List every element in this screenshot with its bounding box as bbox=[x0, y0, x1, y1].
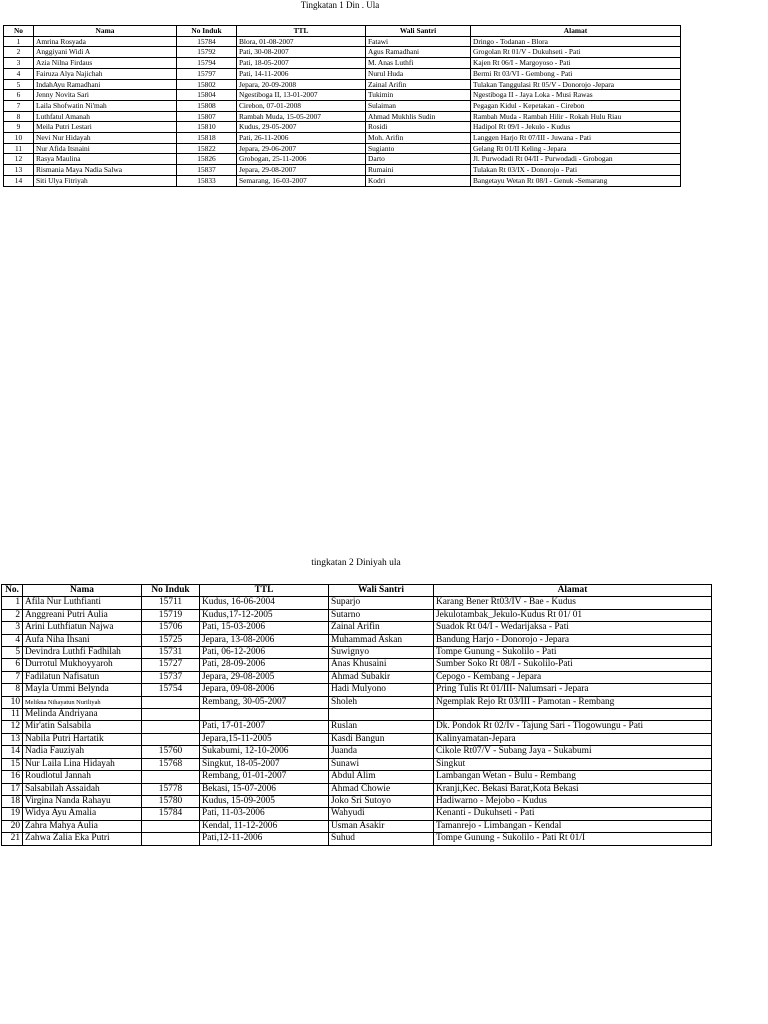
cell-no: 6 bbox=[2, 659, 23, 671]
cell-ttl: Pati, 26-11-2006 bbox=[237, 133, 366, 144]
table-row bbox=[4, 68, 681, 79]
cell-wali-santri: Agus Ramadhani bbox=[366, 47, 471, 58]
cell-wali-santri: Zainal Arifin bbox=[329, 622, 434, 634]
cell-wali-santri: M. Anas Luthfi bbox=[366, 58, 471, 69]
table-row bbox=[2, 659, 712, 671]
table-row bbox=[4, 47, 681, 58]
cell-no-induk bbox=[142, 820, 200, 832]
cell-no-induk: 15768 bbox=[142, 758, 200, 770]
table-row bbox=[4, 175, 681, 186]
cell-no-induk: 15706 bbox=[142, 622, 200, 634]
cell-alamat: Langgen Harjo Rt 07/III - Juwana - Pati bbox=[471, 133, 681, 144]
cell-wali-santri: Ahmad Subakir bbox=[329, 671, 434, 683]
cell-no: 16 bbox=[2, 771, 23, 783]
cell-nama: Jenny Novita Sari bbox=[34, 90, 177, 101]
cell-nama: Meila Putri Lestari bbox=[34, 122, 177, 133]
cell-no: 7 bbox=[2, 671, 23, 683]
cell-no: 5 bbox=[4, 79, 34, 90]
cell-ttl: Semarang, 16-03-2007 bbox=[237, 175, 366, 186]
cell-no-induk: 15804 bbox=[177, 90, 237, 101]
cell-nama: Durrotul Mukhoyyaroh bbox=[23, 659, 142, 671]
cell-no: 10 bbox=[4, 133, 34, 144]
cell-ttl: Pati, 15-03-2006 bbox=[200, 622, 329, 634]
cell-nama: Amrina Rosyada bbox=[34, 36, 177, 47]
cell-no: 3 bbox=[4, 58, 34, 69]
header-ttl: TTL bbox=[200, 585, 329, 597]
cell-nama: Nevi Nur Hidayah bbox=[34, 133, 177, 144]
cell-ttl: Jepara, 20-09-2008 bbox=[237, 79, 366, 90]
cell-no-induk: 15818 bbox=[177, 133, 237, 144]
cell-no-induk: 15780 bbox=[142, 795, 200, 807]
cell-wali-santri: Kodri bbox=[366, 175, 471, 186]
cell-wali-santri: Rosidi bbox=[366, 122, 471, 133]
cell-alamat: Bandung Harjo - Donorojo - Jepara bbox=[434, 634, 712, 646]
cell-no: 14 bbox=[2, 746, 23, 758]
cell-wali-santri: Juanda bbox=[329, 746, 434, 758]
cell-wali-santri: Wahyudi bbox=[329, 808, 434, 820]
cell-no: 11 bbox=[4, 143, 34, 154]
cell-no: 11 bbox=[2, 709, 23, 721]
table-row bbox=[2, 808, 712, 820]
cell-no-induk: 15808 bbox=[177, 100, 237, 111]
table2-title: tingkatan 2 Diniyah ula bbox=[311, 558, 401, 568]
cell-wali-santri: Rumaini bbox=[366, 165, 471, 176]
cell-wali-santri: Ahmad Mukhlis Sudin bbox=[366, 111, 471, 122]
cell-alamat: Tulakan Tanggulasi Rt 05/V - Donorojo -Jepara bbox=[471, 79, 681, 90]
cell-alamat: Cepogo - Kembang - Jepara bbox=[434, 671, 712, 683]
cell-ttl: Kudus, 16-06-2004 bbox=[200, 597, 329, 609]
cell-no: 6 bbox=[4, 90, 34, 101]
cell-nama: Luthfatul Amanah bbox=[34, 111, 177, 122]
table-row bbox=[4, 133, 681, 144]
cell-wali-santri: Darto bbox=[366, 154, 471, 165]
cell-wali-santri: Ruslan bbox=[329, 721, 434, 733]
cell-no: 20 bbox=[2, 820, 23, 832]
cell-alamat: Kajen Rt 06/I - Margoyoso - Pati bbox=[471, 58, 681, 69]
cell-ttl: Singkut, 18-05-2007 bbox=[200, 758, 329, 770]
cell-no: 15 bbox=[2, 758, 23, 770]
cell-alamat: Cikole Rt07/V - Subang Jaya - Sukabumi bbox=[434, 746, 712, 758]
cell-no-induk bbox=[142, 771, 200, 783]
header-wali-santri: Wali Santri bbox=[366, 26, 471, 37]
cell-no: 4 bbox=[4, 68, 34, 79]
cell-nama: Azia Nilna Firdaus bbox=[34, 58, 177, 69]
cell-nama: Rasya Maulina bbox=[34, 154, 177, 165]
cell-wali-santri: Sulaiman bbox=[366, 100, 471, 111]
table-row bbox=[4, 90, 681, 101]
cell-nama: Nadia Fauziyah bbox=[23, 746, 142, 758]
header-nama: Nama bbox=[23, 585, 142, 597]
cell-ttl: Jepara, 29-06-2007 bbox=[237, 143, 366, 154]
cell-alamat: Jekulotambak_Jekulo-Kudus Rt 01/ 01 bbox=[434, 609, 712, 621]
cell-no-induk: 15792 bbox=[177, 47, 237, 58]
cell-no-induk: 15754 bbox=[142, 684, 200, 696]
cell-no: 4 bbox=[2, 634, 23, 646]
cell-nama: Arini Luthfiatun Najwa bbox=[23, 622, 142, 634]
cell-wali-santri: Anas Khusaini bbox=[329, 659, 434, 671]
cell-nama: Widya Ayu Amalia bbox=[23, 808, 142, 820]
cell-wali-santri: Muhammad Askan bbox=[329, 634, 434, 646]
table-row bbox=[2, 634, 712, 646]
cell-nama: Siti Ulya Fitriyah bbox=[34, 175, 177, 186]
cell-alamat: Jl. Purwodadi Rt 04/II - Purwodadi - Grobogan bbox=[471, 154, 681, 165]
cell-wali-santri: Moh. Arifin bbox=[366, 133, 471, 144]
cell-no: 17 bbox=[2, 783, 23, 795]
cell-nama: Nur Laila Lina Hidayah bbox=[23, 758, 142, 770]
cell-nama: Melikna Nihayatun Nuriliyah bbox=[23, 696, 142, 708]
cell-ttl: Rambah Muda, 15-05-2007 bbox=[237, 111, 366, 122]
cell-ttl: Pati, 06-12-2006 bbox=[200, 647, 329, 659]
cell-ttl: Kendal, 11-12-2006 bbox=[200, 820, 329, 832]
table-row bbox=[2, 684, 712, 696]
cell-no: 2 bbox=[2, 609, 23, 621]
cell-ttl: Pati, 17-01-2007 bbox=[200, 721, 329, 733]
cell-no: 8 bbox=[4, 111, 34, 122]
table-row bbox=[2, 597, 712, 609]
cell-no-induk: 15727 bbox=[142, 659, 200, 671]
cell-no-induk: 15833 bbox=[177, 175, 237, 186]
cell-wali-santri: Abdul Alim bbox=[329, 771, 434, 783]
cell-nama: Rismania Maya Nadia Salwa bbox=[34, 165, 177, 176]
table-row bbox=[2, 746, 712, 758]
cell-no-induk: 15794 bbox=[177, 58, 237, 69]
cell-wali-santri: Fatawi bbox=[366, 36, 471, 47]
table-row bbox=[2, 671, 712, 683]
cell-alamat: Pegagan Kidul - Kepetakan - Cirebon bbox=[471, 100, 681, 111]
cell-no: 13 bbox=[4, 165, 34, 176]
cell-nama: Afila Nur Luthfianti bbox=[23, 597, 142, 609]
cell-alamat: Singkut bbox=[434, 758, 712, 770]
cell-no-induk: 15731 bbox=[142, 647, 200, 659]
cell-alamat: Ngestiboga II - Jaya Loka - Musi Rawas bbox=[471, 90, 681, 101]
cell-ttl: Blora, 01-08-2007 bbox=[237, 36, 366, 47]
cell-no-induk: 15802 bbox=[177, 79, 237, 90]
cell-alamat: Hadiwarno - Mejobo - Kudus bbox=[434, 795, 712, 807]
cell-no: 12 bbox=[4, 154, 34, 165]
cell-no: 10 bbox=[2, 696, 23, 708]
cell-alamat: Kranji,Kec. Bekasi Barat,Kota Bekasi bbox=[434, 783, 712, 795]
cell-no-induk bbox=[142, 833, 200, 845]
cell-no: 9 bbox=[4, 122, 34, 133]
cell-wali-santri: Suhud bbox=[329, 833, 434, 845]
cell-ttl: Jepara, 29-08-2007 bbox=[237, 165, 366, 176]
cell-nama: Zahra Mahya Aulia bbox=[23, 820, 142, 832]
header-ttl: TTL bbox=[237, 26, 366, 37]
cell-no-induk: 15719 bbox=[142, 609, 200, 621]
cell-alamat: Gelang Rt 01/II Keling - Jepara bbox=[471, 143, 681, 154]
cell-ttl: Pati, 30-08-2007 bbox=[237, 47, 366, 58]
cell-nama: Zahwa Zalia Eka Putri bbox=[23, 833, 142, 845]
cell-wali-santri: Zainal Arifin bbox=[366, 79, 471, 90]
cell-no-induk: 15784 bbox=[177, 36, 237, 47]
cell-no-induk: 15760 bbox=[142, 746, 200, 758]
cell-no: 2 bbox=[4, 47, 34, 58]
table-row bbox=[2, 609, 712, 621]
cell-wali-santri: Sholeh bbox=[329, 696, 434, 708]
cell-wali-santri bbox=[329, 709, 434, 721]
cell-no-induk bbox=[142, 696, 200, 708]
cell-wali-santri: Usman Asakir bbox=[329, 820, 434, 832]
cell-wali-santri: Sugianto bbox=[366, 143, 471, 154]
header-no-induk: No Induk bbox=[142, 585, 200, 597]
cell-no: 14 bbox=[4, 175, 34, 186]
cell-alamat: Dringo - Todanan - Blora bbox=[471, 36, 681, 47]
table-row bbox=[2, 783, 712, 795]
cell-ttl: Jepara, 29-08-2005 bbox=[200, 671, 329, 683]
table-row bbox=[4, 165, 681, 176]
cell-alamat bbox=[434, 709, 712, 721]
cell-wali-santri: Sunawi bbox=[329, 758, 434, 770]
cell-no: 13 bbox=[2, 733, 23, 745]
cell-ttl: Pati, 18-05-2007 bbox=[237, 58, 366, 69]
table-row bbox=[4, 143, 681, 154]
cell-no-induk bbox=[142, 721, 200, 733]
student-table-tingkatan-1 bbox=[3, 25, 681, 187]
cell-no-induk bbox=[142, 709, 200, 721]
cell-nama: Devindra Luthfi Fadhilah bbox=[23, 647, 142, 659]
student-table-tingkatan-2 bbox=[1, 584, 712, 846]
cell-alamat: Dk. Pondok Rt 02/Iv - Tajung Sari - Tlogowungu - Pati bbox=[434, 721, 712, 733]
cell-nama: Anggiyani Widi A bbox=[34, 47, 177, 58]
cell-nama: Nabila Putri Hartatik bbox=[23, 733, 142, 745]
cell-alamat: Rambah Muda - Rambah Hilir - Rokah Hulu Riau bbox=[471, 111, 681, 122]
cell-alamat: Hadipol Rt 09/I - Jekulo - Kudus bbox=[471, 122, 681, 133]
cell-wali-santri: Joko Sri Sutoyo bbox=[329, 795, 434, 807]
cell-ttl: Bekasi, 15-07-2006 bbox=[200, 783, 329, 795]
table1-title: Tingkatan 1 Din . Ula bbox=[300, 0, 380, 10]
table-row bbox=[2, 709, 712, 721]
cell-nama: Fadilatun Nafisatun bbox=[23, 671, 142, 683]
table-row bbox=[2, 721, 712, 733]
cell-wali-santri: Suwignyo bbox=[329, 647, 434, 659]
header-no: No. bbox=[2, 585, 23, 597]
cell-no-induk: 15778 bbox=[142, 783, 200, 795]
cell-no-induk: 15725 bbox=[142, 634, 200, 646]
cell-wali-santri: Tukimin bbox=[366, 90, 471, 101]
cell-ttl: Sukabumi, 12-10-2006 bbox=[200, 746, 329, 758]
cell-ttl: Kudus, 29-05-2007 bbox=[237, 122, 366, 133]
cell-alamat: Ngemplak Rejo Rt 03/III - Pamotan - Rembang bbox=[434, 696, 712, 708]
cell-ttl: Pati, 28-09-2006 bbox=[200, 659, 329, 671]
header-alamat: Alamat bbox=[471, 26, 681, 37]
table-row bbox=[4, 122, 681, 133]
cell-ttl: Jepara,15-11-2005 bbox=[200, 733, 329, 745]
cell-nama: Laila Shofwatin Ni'mah bbox=[34, 100, 177, 111]
cell-wali-santri: Suparjo bbox=[329, 597, 434, 609]
cell-nama: Nur Afida Itsnaini bbox=[34, 143, 177, 154]
cell-no: 3 bbox=[2, 622, 23, 634]
cell-wali-santri: Kasdi Bangun bbox=[329, 733, 434, 745]
cell-no: 5 bbox=[2, 647, 23, 659]
cell-no-induk: 15837 bbox=[177, 165, 237, 176]
cell-ttl: Rembang, 30-05-2007 bbox=[200, 696, 329, 708]
cell-ttl: Pati, 11-03-2006 bbox=[200, 808, 329, 820]
cell-ttl: Ngestiboga II, 13-01-2007 bbox=[237, 90, 366, 101]
cell-ttl: Grobogan, 25-11-2006 bbox=[237, 154, 366, 165]
header-alamat: Alamat bbox=[434, 585, 712, 597]
cell-ttl: Rembang, 01-01-2007 bbox=[200, 771, 329, 783]
table1-header-row bbox=[4, 26, 681, 37]
table-row bbox=[2, 771, 712, 783]
cell-alamat: Tompe Gunung - Sukolilo - Pati bbox=[434, 647, 712, 659]
cell-alamat: Suadok Rt 04/I - Wedarijaksa - Pati bbox=[434, 622, 712, 634]
table-row bbox=[2, 820, 712, 832]
cell-no-induk bbox=[142, 733, 200, 745]
cell-alamat: Tompe Gunung - Sukolilo - Pati Rt 01/I bbox=[434, 833, 712, 845]
table-row bbox=[4, 100, 681, 111]
cell-no: 1 bbox=[2, 597, 23, 609]
table-row bbox=[2, 647, 712, 659]
cell-no: 19 bbox=[2, 808, 23, 820]
table-row bbox=[2, 795, 712, 807]
cell-no: 7 bbox=[4, 100, 34, 111]
cell-nama: Anggreani Putri Aulia bbox=[23, 609, 142, 621]
cell-no-induk: 15826 bbox=[177, 154, 237, 165]
table-row bbox=[2, 622, 712, 634]
cell-nama: Virgina Nanda Rahayu bbox=[23, 795, 142, 807]
cell-no-induk: 15737 bbox=[142, 671, 200, 683]
cell-alamat: Tulakan Rt 03/IX - Donorojo - Pati bbox=[471, 165, 681, 176]
cell-alamat: Grogolan Rt 01/V - Dukuhseti - Pati bbox=[471, 47, 681, 58]
cell-ttl: Jepara, 13-08-2006 bbox=[200, 634, 329, 646]
cell-no-induk: 15810 bbox=[177, 122, 237, 133]
table-row bbox=[2, 696, 712, 708]
cell-nama: Mayla Ummi Belynda bbox=[23, 684, 142, 696]
cell-alamat: Pring Tulis Rt 01/III- Nalumsari - Jepara bbox=[434, 684, 712, 696]
cell-no: 21 bbox=[2, 833, 23, 845]
cell-ttl: Kudus,17-12-2005 bbox=[200, 609, 329, 621]
table-row bbox=[4, 154, 681, 165]
cell-ttl: Pati,12-11-2006 bbox=[200, 833, 329, 845]
cell-alamat: Tamanrejo - Limbangan - Kendal bbox=[434, 820, 712, 832]
table-row bbox=[2, 833, 712, 845]
cell-wali-santri: Sutarno bbox=[329, 609, 434, 621]
cell-no: 18 bbox=[2, 795, 23, 807]
cell-nama: Melinda Andriyana bbox=[23, 709, 142, 721]
header-wali-santri: Wali Santri bbox=[329, 585, 434, 597]
cell-ttl: Jepara, 09-08-2006 bbox=[200, 684, 329, 696]
cell-wali-santri: Hadi Mulyono bbox=[329, 684, 434, 696]
cell-alamat: Kenanti - Dukuhseti - Pati bbox=[434, 808, 712, 820]
cell-nama: Salsabilah Assaidah bbox=[23, 783, 142, 795]
cell-ttl: Kudus, 15-09-2005 bbox=[200, 795, 329, 807]
table-row bbox=[4, 58, 681, 69]
cell-no: 8 bbox=[2, 684, 23, 696]
cell-nama: IndahAyu Ramadhani bbox=[34, 79, 177, 90]
header-nama: Nama bbox=[34, 26, 177, 37]
cell-no-induk: 15807 bbox=[177, 111, 237, 122]
cell-alamat: Bermi Rt 03/VI - Gembong - Pati bbox=[471, 68, 681, 79]
cell-no-induk: 15784 bbox=[142, 808, 200, 820]
table-row bbox=[4, 36, 681, 47]
header-no-induk: No Induk bbox=[177, 26, 237, 37]
cell-wali-santri: Ahmad Chowie bbox=[329, 783, 434, 795]
cell-no-induk: 15797 bbox=[177, 68, 237, 79]
cell-no: 12 bbox=[2, 721, 23, 733]
cell-ttl bbox=[200, 709, 329, 721]
cell-alamat: Sumber Soko Rt 08/I - Sukolilo-Pati bbox=[434, 659, 712, 671]
cell-alamat: Karang Bener Rt03/IV - Bae - Kudus bbox=[434, 597, 712, 609]
cell-wali-santri: Nurul Huda bbox=[366, 68, 471, 79]
table-row bbox=[4, 111, 681, 122]
cell-no-induk: 15822 bbox=[177, 143, 237, 154]
table-row bbox=[2, 758, 712, 770]
cell-nama: Aufa Niha Ihsani bbox=[23, 634, 142, 646]
table-row bbox=[4, 79, 681, 90]
table-row bbox=[2, 733, 712, 745]
cell-alamat: Bangetayu Wetan Rt 08/I - Genuk -Semarang bbox=[471, 175, 681, 186]
cell-nama: Mir'atin Salsabila bbox=[23, 721, 142, 733]
cell-ttl: Cirebon, 07-01-2008 bbox=[237, 100, 366, 111]
cell-no-induk: 15711 bbox=[142, 597, 200, 609]
cell-nama: Fairuza Alya Najichah bbox=[34, 68, 177, 79]
cell-alamat: Lambangan Wetan - Bulu - Rembang bbox=[434, 771, 712, 783]
cell-no: 1 bbox=[4, 36, 34, 47]
cell-nama: Roudlotul Jannah bbox=[23, 771, 142, 783]
cell-ttl: Pati, 14-11-2006 bbox=[237, 68, 366, 79]
table2-header-row bbox=[2, 585, 712, 597]
header-no: No bbox=[4, 26, 34, 37]
cell-alamat: Kalinyamatan-Jepara bbox=[434, 733, 712, 745]
